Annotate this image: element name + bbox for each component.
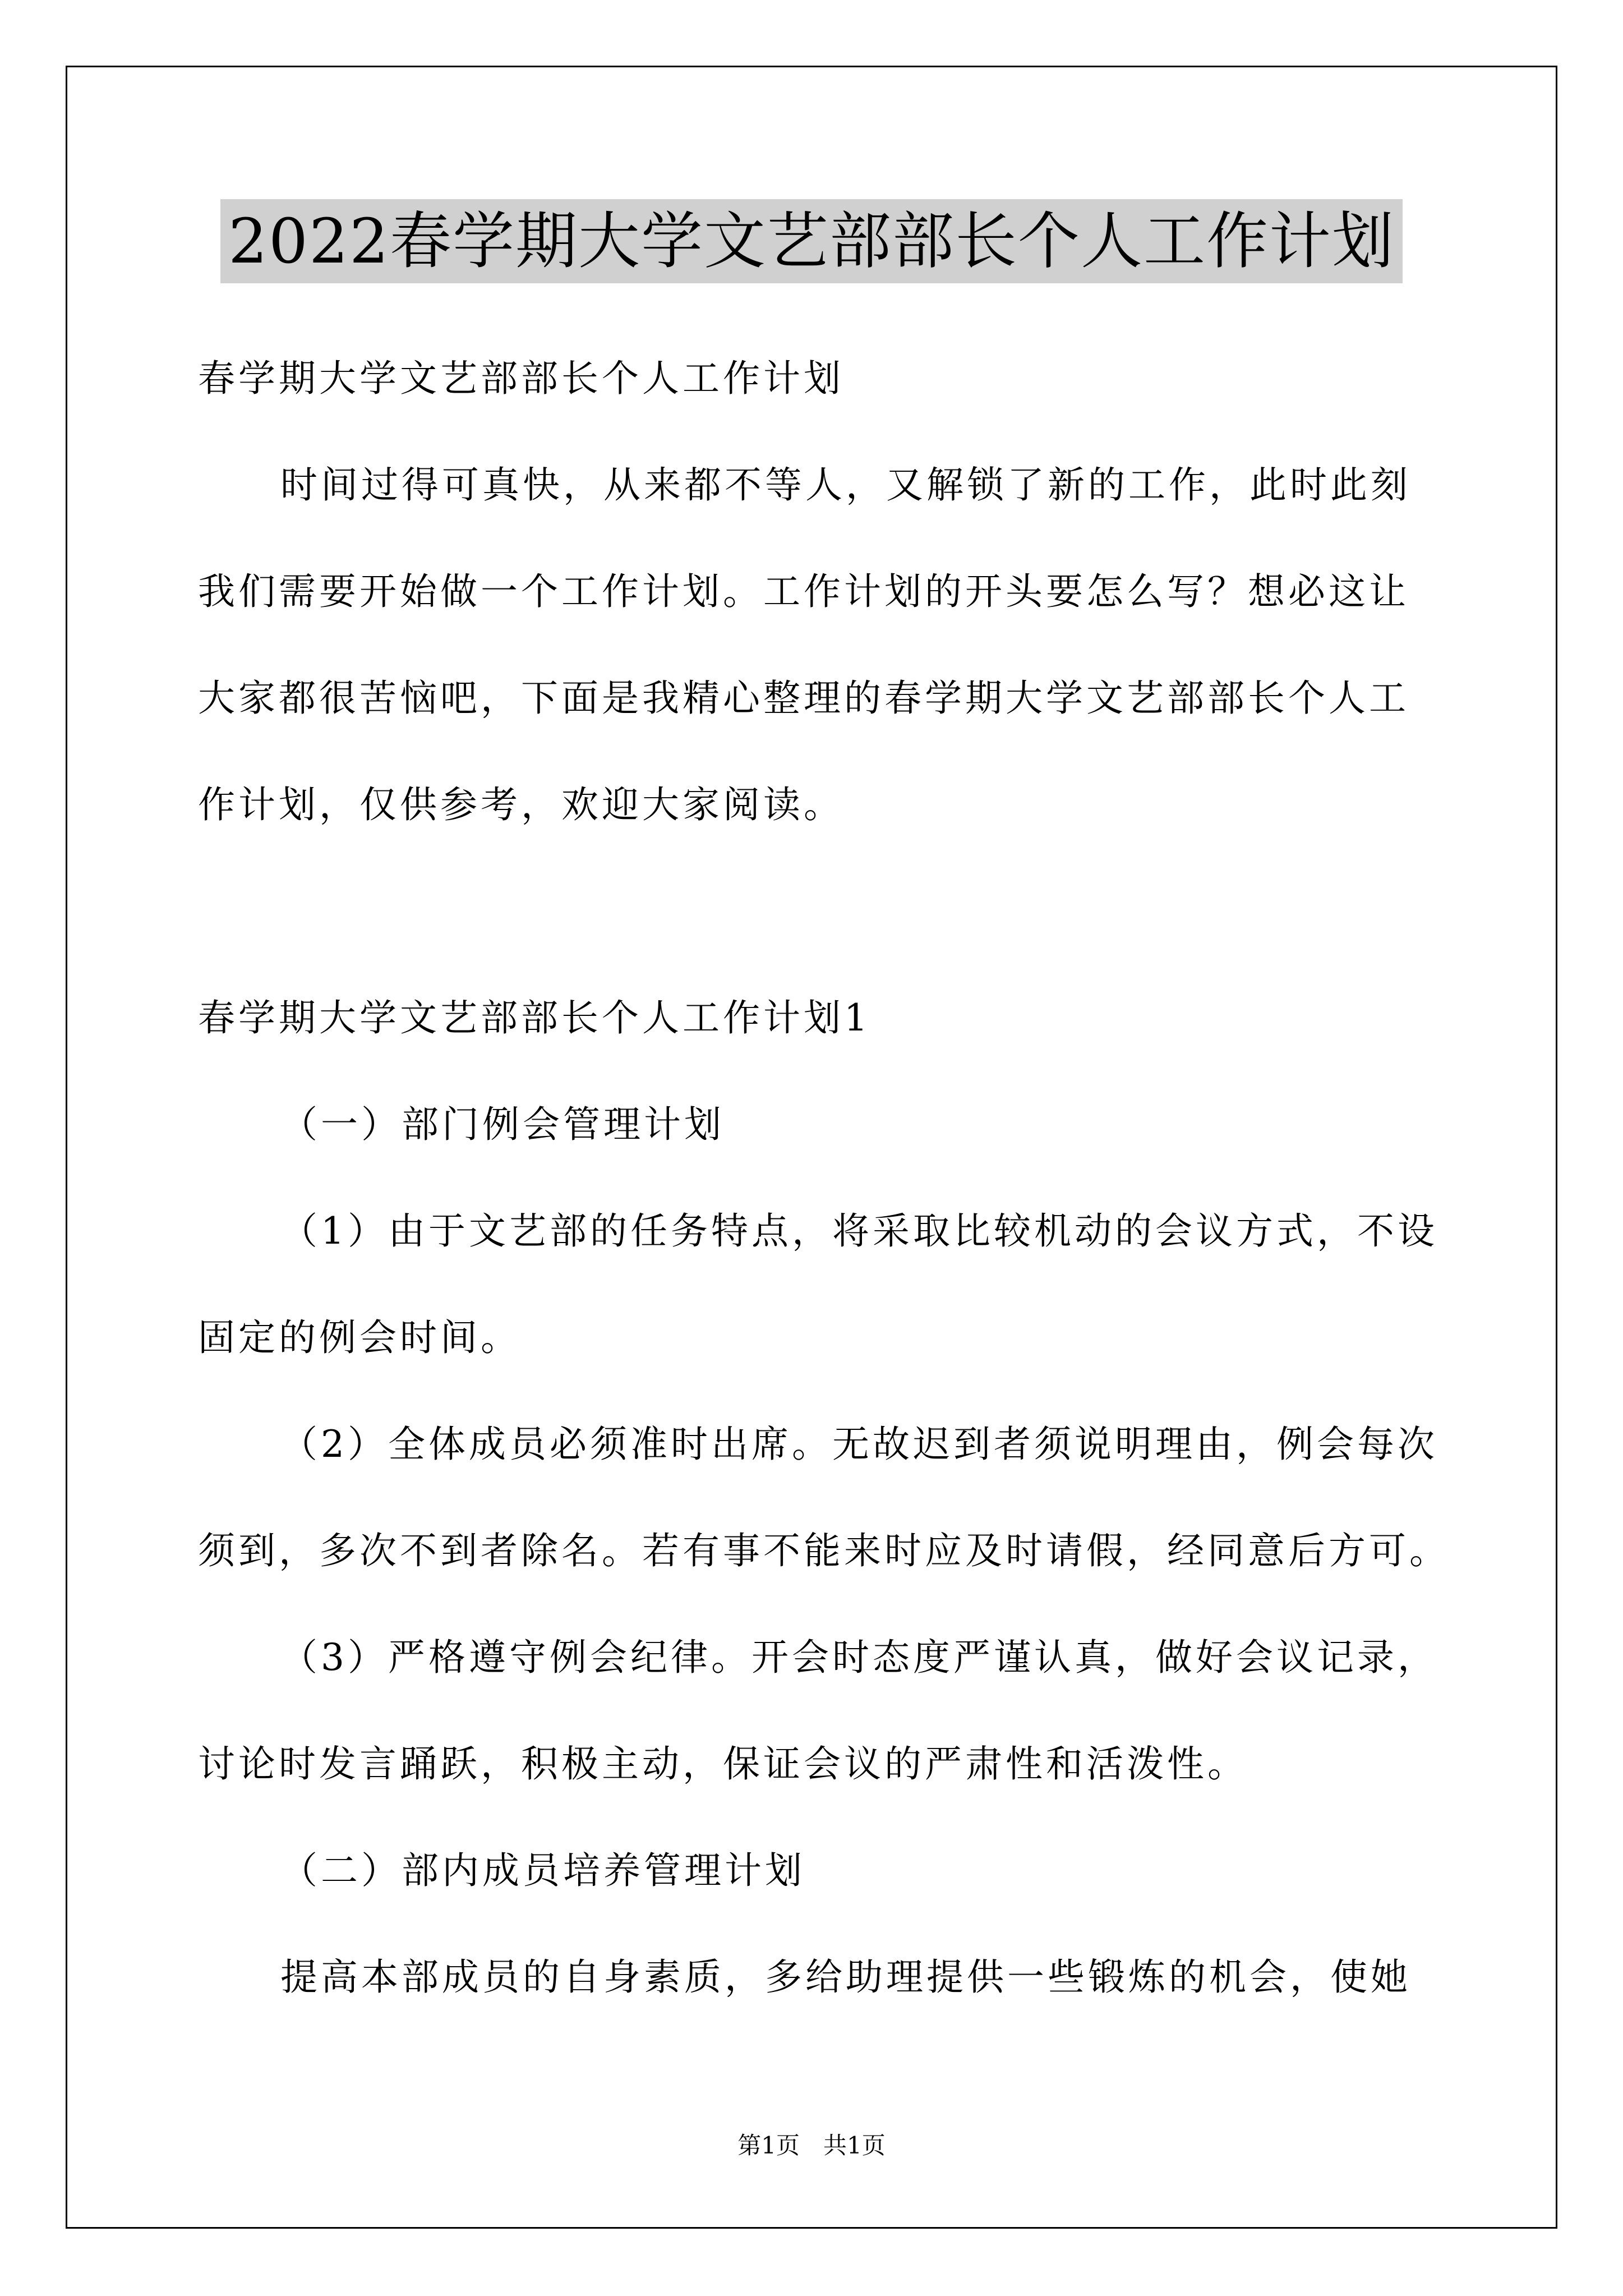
title-container xyxy=(0,199,1623,283)
page-footer: 第1页 共1页 xyxy=(737,2132,886,2159)
intro-line-3: 大家都很苦恼吧，下面是我精心整理的春学期大学文艺部部长个人工 xyxy=(198,677,1409,720)
section-heading: 春学期大学文艺部部长个人工作计划1 xyxy=(198,996,871,1039)
document-subtitle: 春学期大学文艺部部长个人工作计划 xyxy=(198,357,844,400)
item1-line-1: （1）由于文艺部的任务特点，将采取比较机动的会议方式，不设 xyxy=(280,1209,1438,1253)
item2-line-2: 须到，多次不到者除名。若有事不能来时应及时请假，经同意后方可。 xyxy=(198,1529,1450,1572)
intro-line-2: 我们需要开始做一个工作计划。工作计划的开头要怎么写？想必这让 xyxy=(198,570,1409,613)
part1-heading: （一）部门例会管理计划 xyxy=(280,1103,725,1146)
document-title: 2022春学期大学文艺部部长个人工作计划 xyxy=(220,199,1403,283)
item3-line-1: （3）严格遵守例会纪律。开会时态度严谨认真，做好会议记录， xyxy=(280,1636,1438,1679)
part2-heading: （二）部内成员培养管理计划 xyxy=(280,1849,805,1892)
part2-line-1: 提高本部成员的自身素质，多给助理提供一些锻炼的机会，使她 xyxy=(280,1955,1411,1999)
item3-line-2: 讨论时发言踊跃，积极主动，保证会议的严肃性和活泼性。 xyxy=(198,1742,1248,1786)
intro-line-4: 作计划，仅供参考，欢迎大家阅读。 xyxy=(198,783,844,826)
item2-line-1: （2）全体成员必须准时出席。无故迟到者须说明理由，例会每次 xyxy=(280,1423,1438,1466)
item1-line-2: 固定的例会时间。 xyxy=(198,1316,521,1359)
intro-line-1: 时间过得可真快，从来都不等人，又解锁了新的工作，此时此刻 xyxy=(280,463,1411,507)
